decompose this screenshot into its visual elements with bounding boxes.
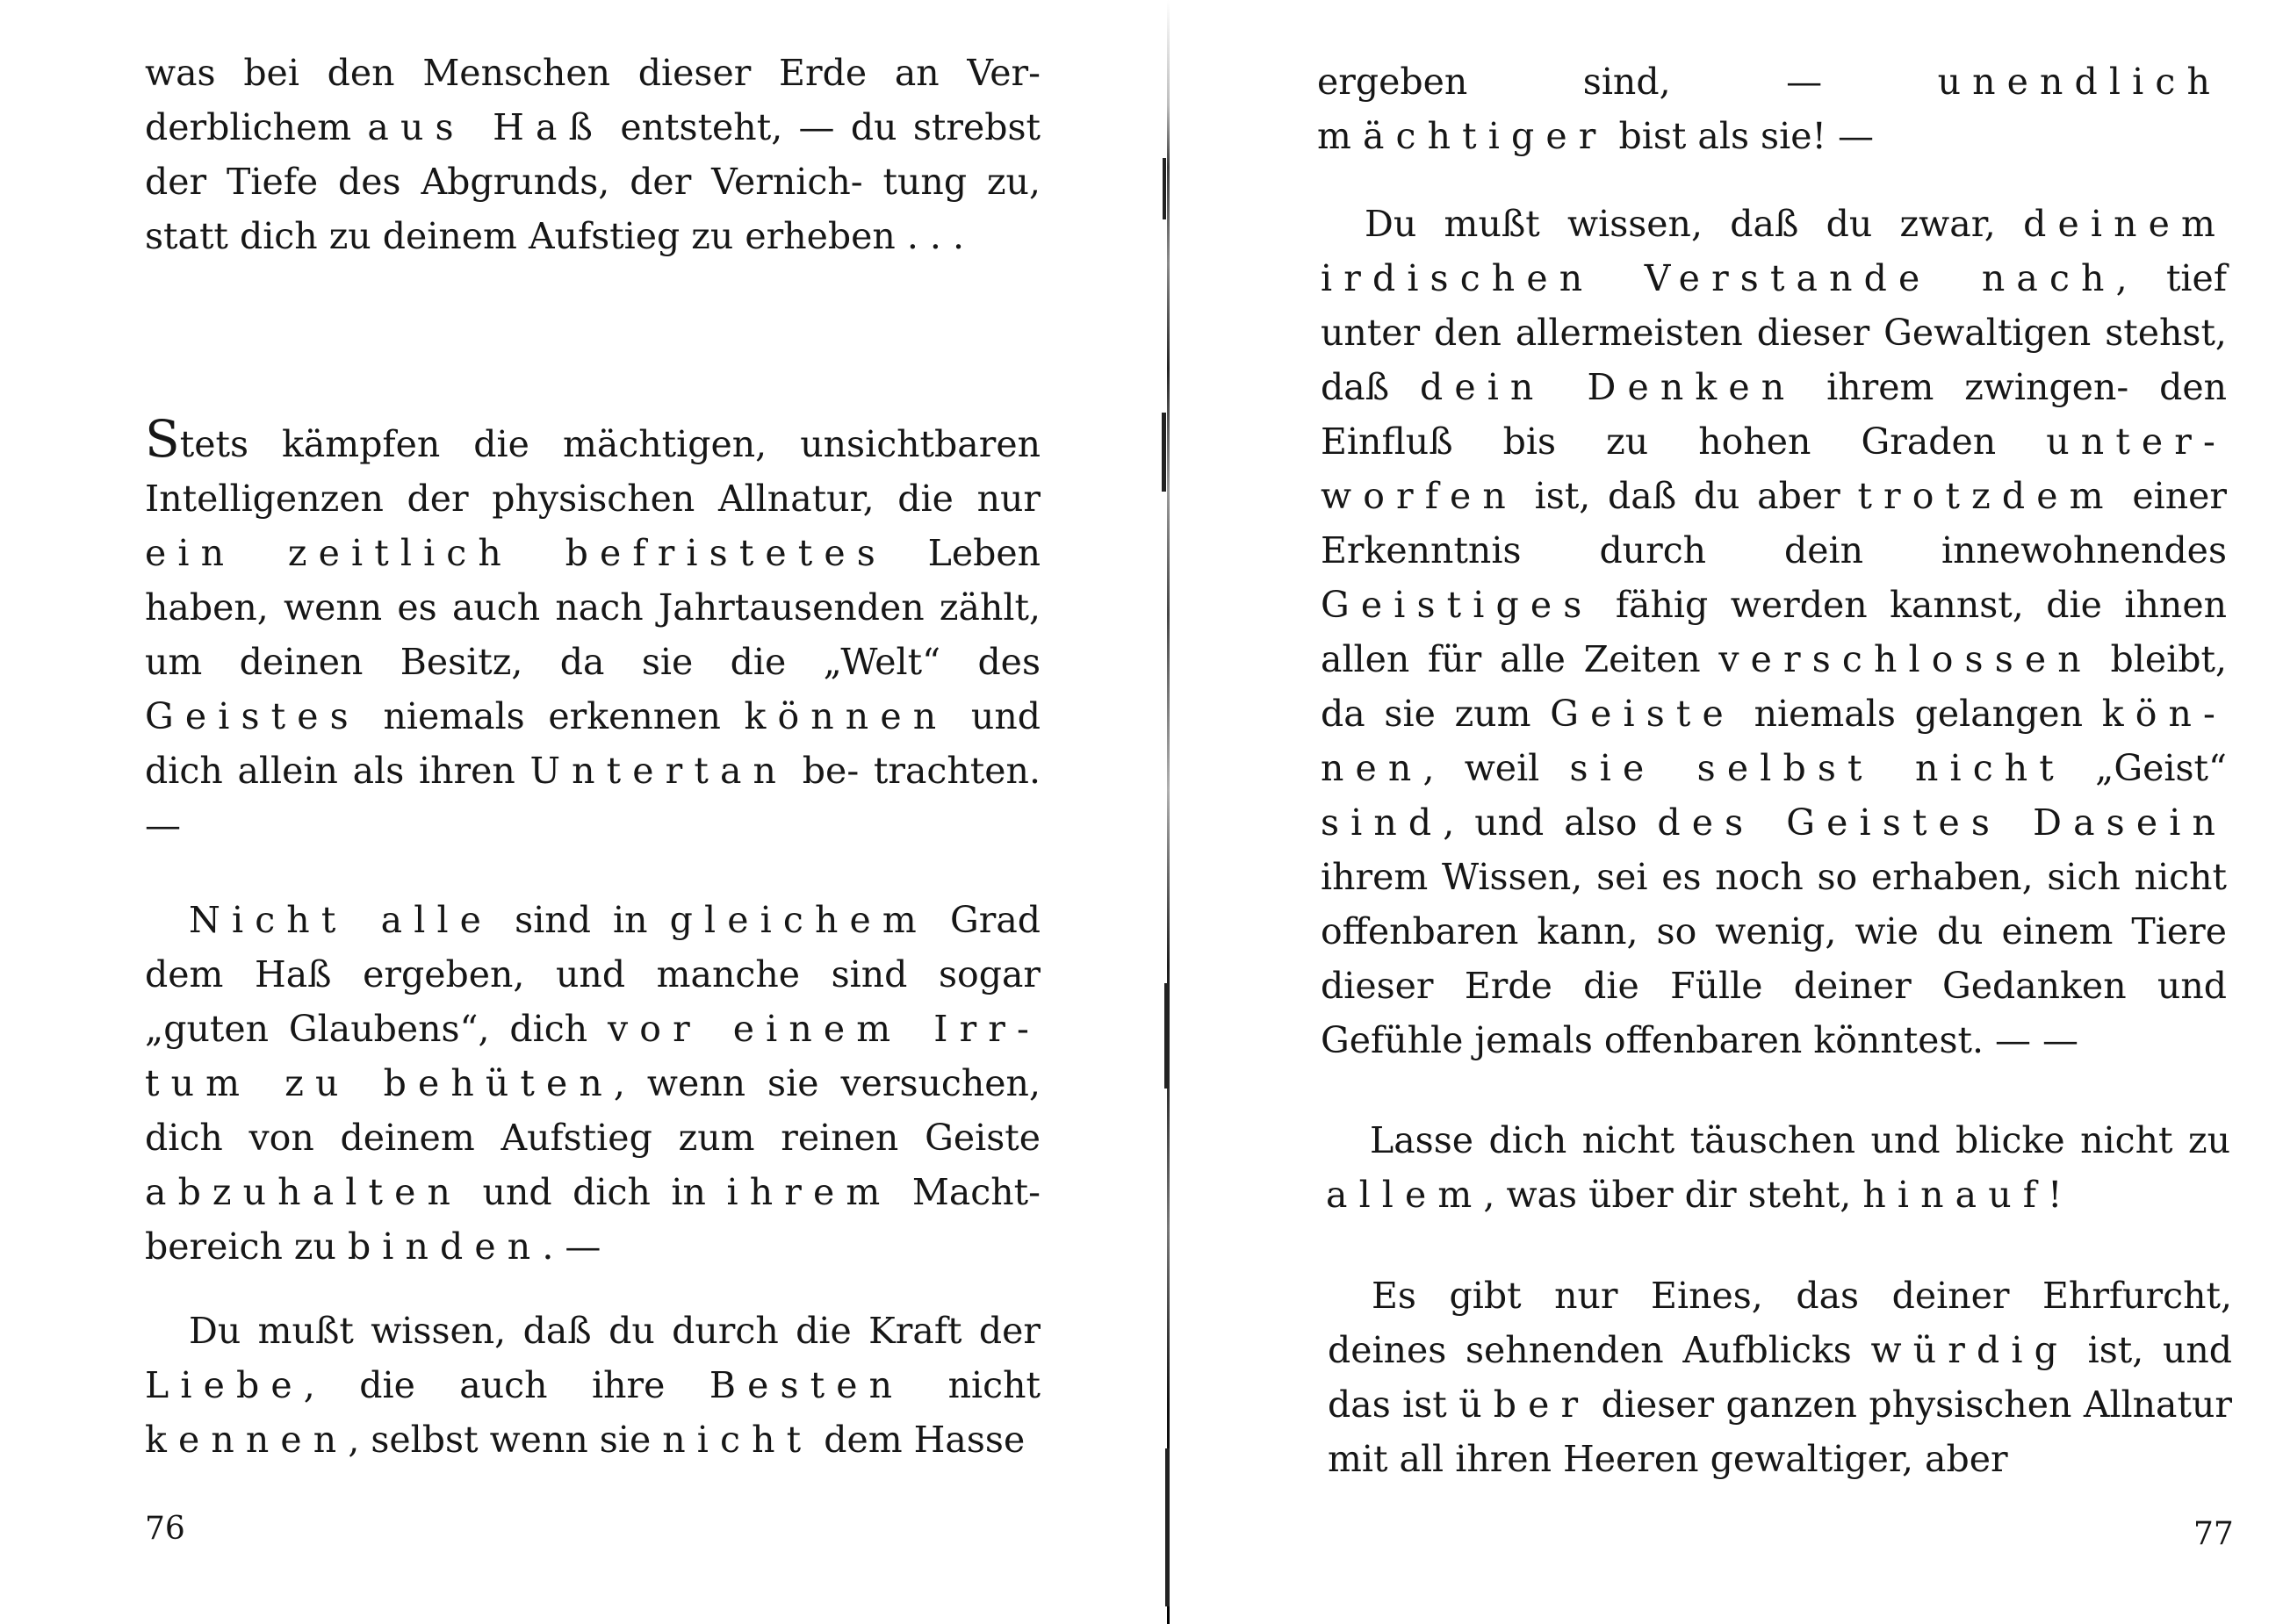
left-paragraph-2: Stets kämpfen die mächtigen, unsichtbaren Intelligenzen der physischen Allnatur, die nur ein zeitlich befristetes Leben haben, wenn es auch nach Jahrtausenden zählt, um deinen Besitz, da sie die „Welt“ des Geistes niemals erkennen können und dich allein als ihren Untertan be- trachten. — — [145, 409, 1041, 846]
right-paragraph-4: Es gibt nur Eines, das deiner Ehrfurcht, deines sehnenden Aufblicks würdig ist, und das ist über dieser ganzen physischen Allnatur mit all ihren Heeren gewaltiger, aber — [1328, 1275, 2232, 1480]
page-number-left: 76 — [145, 1511, 185, 1547]
left-paragraph-4: Du mußt wissen, daß du durch die Kraft der Liebe, die auch ihre Besten nicht kennen, selbst wenn sie nicht dem Hasse — [145, 1310, 1041, 1461]
gutter-mark — [1163, 158, 1166, 219]
right-paragraph-3: Lasse dich nicht täuschen und blicke nicht zu allem, was über dir steht, hinauf! — [1326, 1119, 2230, 1216]
gutter-mark — [1162, 413, 1166, 492]
left-paragraph-1: was bei den Menschen dieser Erde an Ver- derblichem aus Haß entsteht, — du strebst der Tiefe des Abgrunds, der Vernich- tung zu, statt dich zu deinem Aufstieg zu erheben . . . — [145, 52, 1041, 257]
right-paragraph-2: Du mußt wissen, daß du zwar, deinem irdischen Verstande nach, tief unter den allermeisten dieser Gewaltigen stehst, daß dein Denken ihrem zwingen- den Einfluß bis zu hohen Graden unter- worfen ist, daß du aber trotzdem einer Erkenntnis durch dein innewohnendes Geistiges fähig werden kannst, die ihnen allen für alle Zeiten verschlossen bleibt, da sie zum Geiste niemals gelangen kön- nen, weil sie selbst nicht „Geist“ sind, und also des Geistes Dasein ihrem Wissen, sei es noch so erhaben, sich nicht offenbaren kann, so wenig, wie du einem Tiere dieser Erde die Fülle deiner Gedanken und Gefühle jemals offenbaren könntest. — — — [1321, 203, 2228, 1061]
drop-initial: S — [145, 409, 180, 469]
page-number-right: 77 — [2193, 1516, 2234, 1552]
right-paragraph-1: ergeben sind, — unendlich mächtiger bist als sie! — — [1317, 61, 2222, 157]
left-paragraph-3: Nicht alle sind in gleichem Grad dem Haß ergeben, und manche sind sogar „guten Glaubens“, dich vor einem Irr- tum zu behüten, wenn sie versuchen, dich von deinem Aufstieg zum reinen Geiste abzuhalten und dich in ihrem Macht- bereich zu binden. — — [145, 899, 1041, 1268]
right-page — [1168, 0, 2283, 1624]
